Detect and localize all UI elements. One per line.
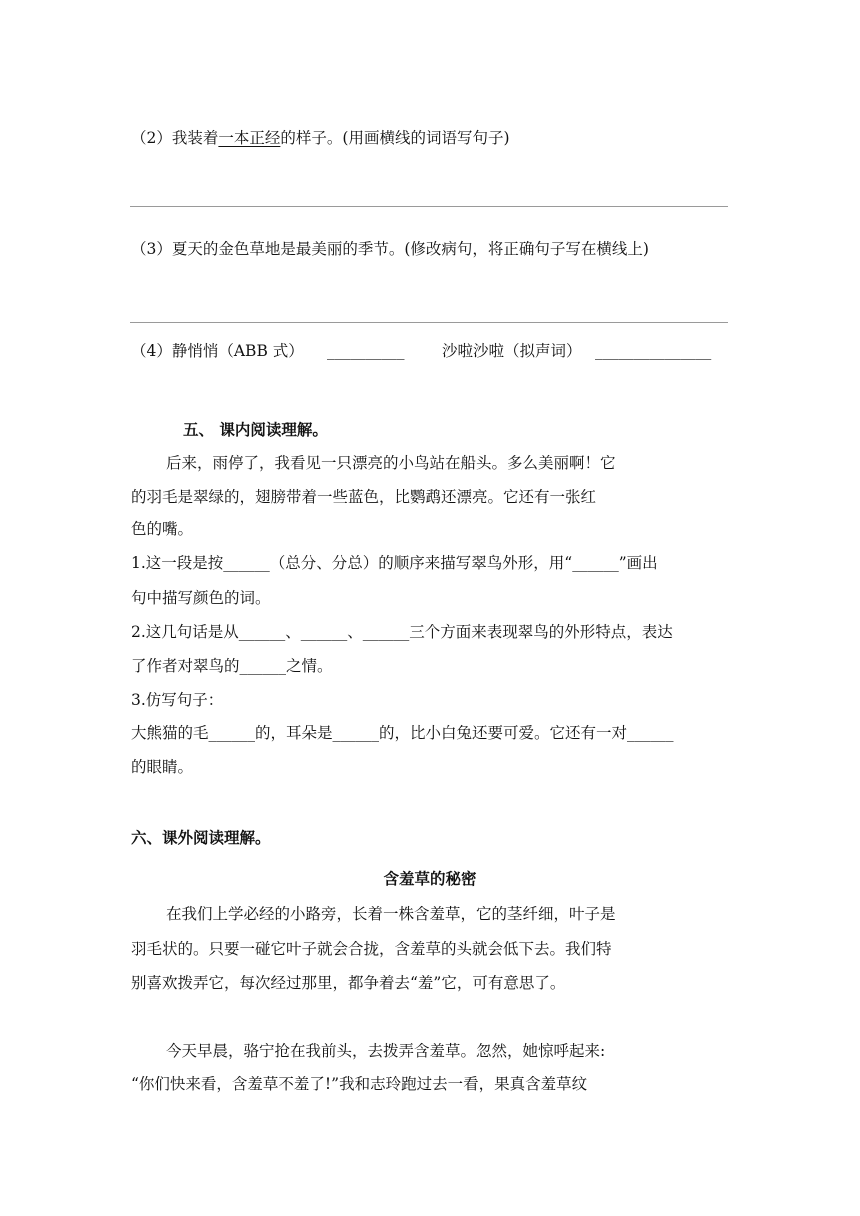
s5-question-3-line-2: 的眼睛。 [131,758,194,776]
answer-line-q2 [130,206,728,207]
question-3: （3）夏天的金色草地是最美丽的季节。(修改病句，将正确句子写在横线上) [131,240,649,258]
s6-para1-line-2: 羽毛状的。只要一碰它叶子就会合拢，含羞草的头就会低下去。我们特 [131,940,612,958]
s5-question-2-line-2: 了作者对翠鸟的______之情。 [131,657,333,675]
question-4-part2: 沙啦沙啦（拟声词） [442,342,582,360]
s6-para2-line-2: “你们快来看，含羞草不羞了!”我和志玲跑过去一看，果真含羞草纹 [131,1075,588,1093]
q2-underlined-word: 一本正经 [218,129,281,147]
section-6-heading: 六、课外阅读理解。 [131,829,271,847]
s6-para2-line-1: 今天早晨，骆宁抢在我前头，去拨弄含羞草。忽然，她惊呼起来: [166,1042,606,1060]
s5-passage-line-3: 色的嘴。 [131,520,194,538]
question-4-blank2: _______________ [595,342,712,360]
question-4-part1: （4）静悄悄（ABB 式） [131,342,304,360]
s5-question-2-line-1: 2.这几句话是从______、______、______三个方面来表现翠鸟的外形特点，表达 [131,623,673,641]
s5-question-1-line-2: 句中描写颜色的词。 [131,589,271,607]
s5-question-1-line-1: 1.这一段是按______（总分、分总）的顺序来描写翠鸟外形，用“______”画出 [131,554,658,572]
question-2 [131,127,510,149]
q2-suffix: 的样子。(用画横线的词语写句子) [280,129,510,147]
s5-question-3-label: 3.仿写句子： [131,691,224,709]
s5-passage-line-1: 后来，雨停了，我看见一只漂亮的小鸟站在船头。多么美丽啊！它 [166,454,616,472]
s6-para1-line-3: 别喜欢拨弄它，每次经过那里，都争着去“羞”它，可有意思了。 [131,974,566,992]
s6-para1-line-1: 在我们上学必经的小路旁，长着一株含羞草，它的茎纤细，叶子是 [166,905,616,923]
s5-question-3-line-1: 大熊猫的毛______的，耳朵是______的，比小白兔还要可爱。它还有一对______ [131,724,674,742]
s5-passage-line-2: 的羽毛是翠绿的，翅膀带着一些蓝色，比鹦鹉还漂亮。它还有一张红 [131,488,597,506]
q2-prefix: （2）我装着 [131,129,219,147]
section-5-heading: 五、 课内阅读理解。 [183,421,328,439]
answer-line-q3 [130,322,728,323]
story-title: 含羞草的秘密 [383,870,477,888]
question-4-blank1: __________ [327,342,405,360]
